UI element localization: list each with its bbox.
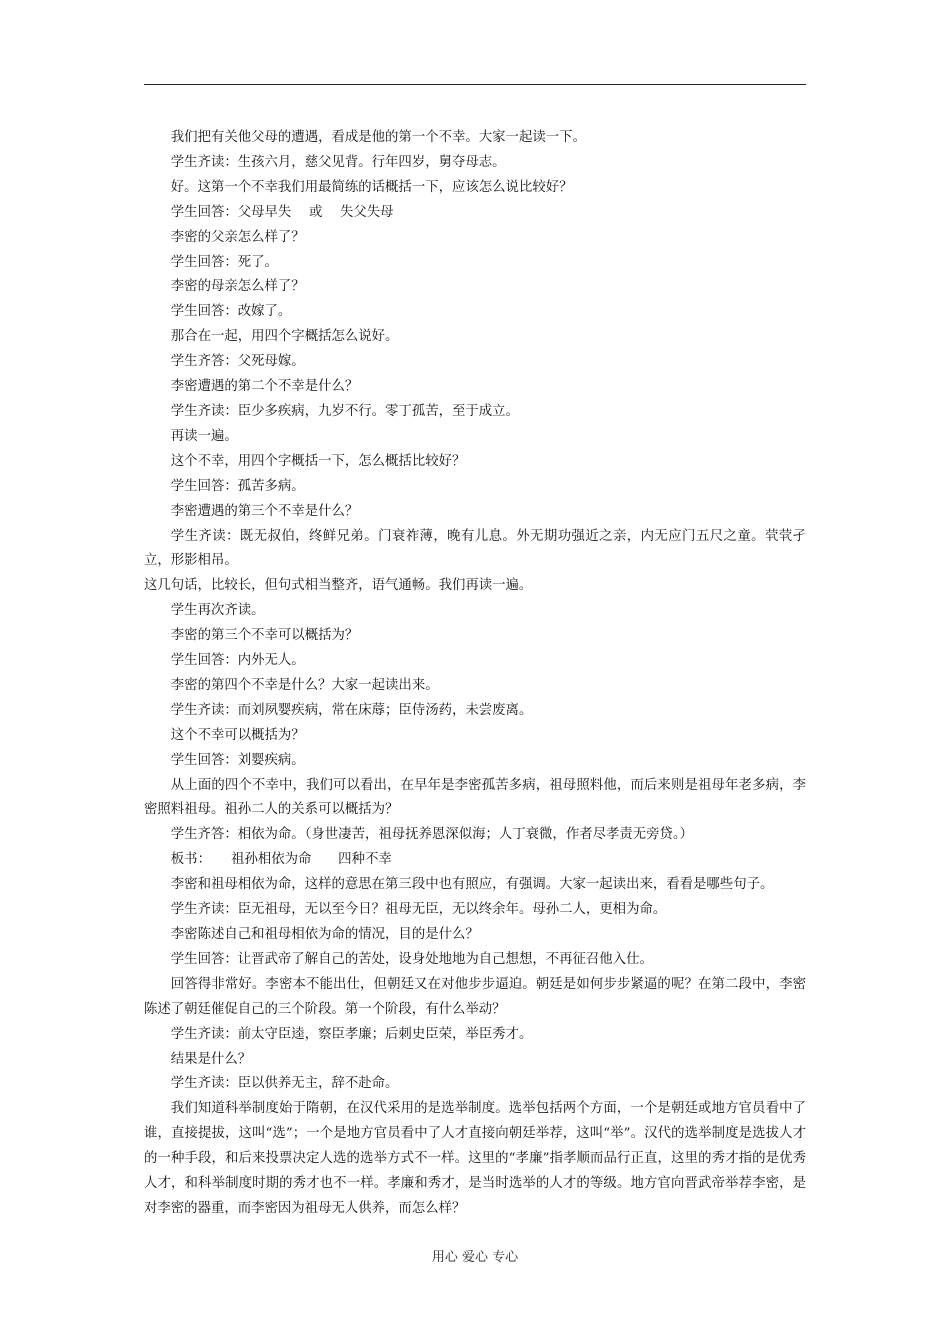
paragraph: 这个不幸，用四个字概括一下，怎么概括比较好？ [170,453,466,469]
paragraph: 学生齐读：既无叔伯，终鲜兄弟。门衰祚薄，晚有儿息。外无期功强近之亲，内无应门五尺之童。茕茕孑立，形影相吊。 [144,528,806,569]
paragraph: 李密和祖母相依为命，这样的意思在第三段中也有照应，有强调。大家一起读出来，看看是哪些句子。 [170,877,774,893]
paragraph: 我们知道科举制度始于隋朝，在汉代采用的是选举制度。选举包括两个方面，一个是朝廷或地方官员看中了谁，直接提拔，这叫“选”；一个是地方官员看中了人才直接向朝廷举荐，这叫“举”。汉代的选举制度是选拔人才的一种手段，和后来投票决定人选的选举方式不一样。这里的“孝廉”指孝顺而品行正直，这里的秀才指的是优秀人才，和科举制度时期的秀才也不一样。孝廉和秀才，是当时选举的人才的等级。地方官向晋武帝举荐李密，是对李密的器重，而李密因为祖母无人供养，而怎么样？ [144,1101,806,1216]
paragraph: 学生齐答：相依为命。（身世凄苦，祖母抚养恩深似海；人丁衰微，作者尽孝责无旁贷。） [170,827,694,843]
header-rule [144,84,806,85]
paragraph: 学生回答：改嫁了。 [170,304,292,320]
paragraph: 学生回答：让晋武帝了解自己的苦处，设身处地地为自己想想，不再征召他入仕。 [170,951,653,967]
paragraph: 那合在一起，用四个字概括怎么说好。 [170,329,399,345]
paragraph: 李密遭遇的第三个不幸是什么？ [170,503,359,519]
paragraph: 李密陈述自己和祖母相依为命的情况，目的是什么？ [170,927,479,942]
paragraph: 这个不幸可以概括为？ [170,727,305,743]
paragraph: 回答得非常好。李密本不能出仕，但朝廷又在对他步步逼迫。朝廷是如何步步紧逼的呢？在第二段中，李密陈述了朝廷催促自己的三个阶段。第一个阶段，有什么举动？ [144,976,806,1017]
paragraph: 学生回答：父母早失 或 失父失母 [170,204,394,220]
paragraph: 李密的母亲怎么样了？ [170,279,305,295]
paragraph: 我们把有关他父母的遭遇，看成是他的第一个不幸。大家一起读一下。 [170,130,586,145]
paragraph: 李密遭遇的第二个不幸是什么？ [170,379,359,395]
paragraph: 学生再次齐读。 [170,603,265,619]
paragraph: 好。这第一个不幸我们用最简练的话概括一下，应该怎么说比较好？ [170,179,573,195]
paragraph: 从上面的四个不幸中，我们可以看出，在早年是李密孤苦多病，祖母照料他，而后来则是祖母年老多病，李密照料祖母。祖孙二人的关系可以概括为？ [144,777,806,818]
paragraph: 李密的父亲怎么样了？ [170,229,305,245]
paragraph: 学生齐读：前太守臣逵，察臣孝廉；后刺史臣荣，举臣秀才。 [170,1026,533,1042]
paragraph: 学生齐答：父死母嫁。 [170,354,305,370]
paragraph: 学生回答：孤苦多病。 [170,478,305,494]
paragraph: 学生齐读：生孩六月，慈父见背。行年四岁，舅夺母志。 [170,154,506,170]
document-body [144,126,806,1222]
paragraph: 这几句话，比较长，但句式相当整齐，语气通畅。我们再读一遍。 [144,578,533,594]
paragraph: 再读一遍。 [170,428,238,444]
paragraph: 板书： 祖孙相依为命 四种不幸 [170,852,392,868]
paragraph: 学生齐读：而刘夙婴疾病，常在床蓐；臣侍汤药，未尝废离。 [170,702,533,718]
paragraph: 结果是什么？ [170,1051,252,1067]
paragraph: 李密的第四个不幸是什么？大家一起读出来。 [170,677,439,693]
paragraph: 学生齐读：臣以供养无主，辞不赴命。 [170,1076,399,1092]
page-footer: 用心 爱心 专心 [431,1250,519,1265]
paragraph: 学生回答：内外无人。 [170,653,305,669]
paragraph: 学生齐读：臣无祖母，无以至今日？祖母无臣，无以终余年。母孙二人，更相为命。 [170,902,667,918]
paragraph: 学生回答：刘婴疾病。 [170,752,305,768]
paragraph: 学生齐读：臣少多疾病，九岁不行。零丁孤苦，至于成立。 [170,403,519,419]
paragraph: 学生回答：死了。 [170,254,278,270]
paragraph: 李密的第三个不幸可以概括为？ [170,628,359,644]
